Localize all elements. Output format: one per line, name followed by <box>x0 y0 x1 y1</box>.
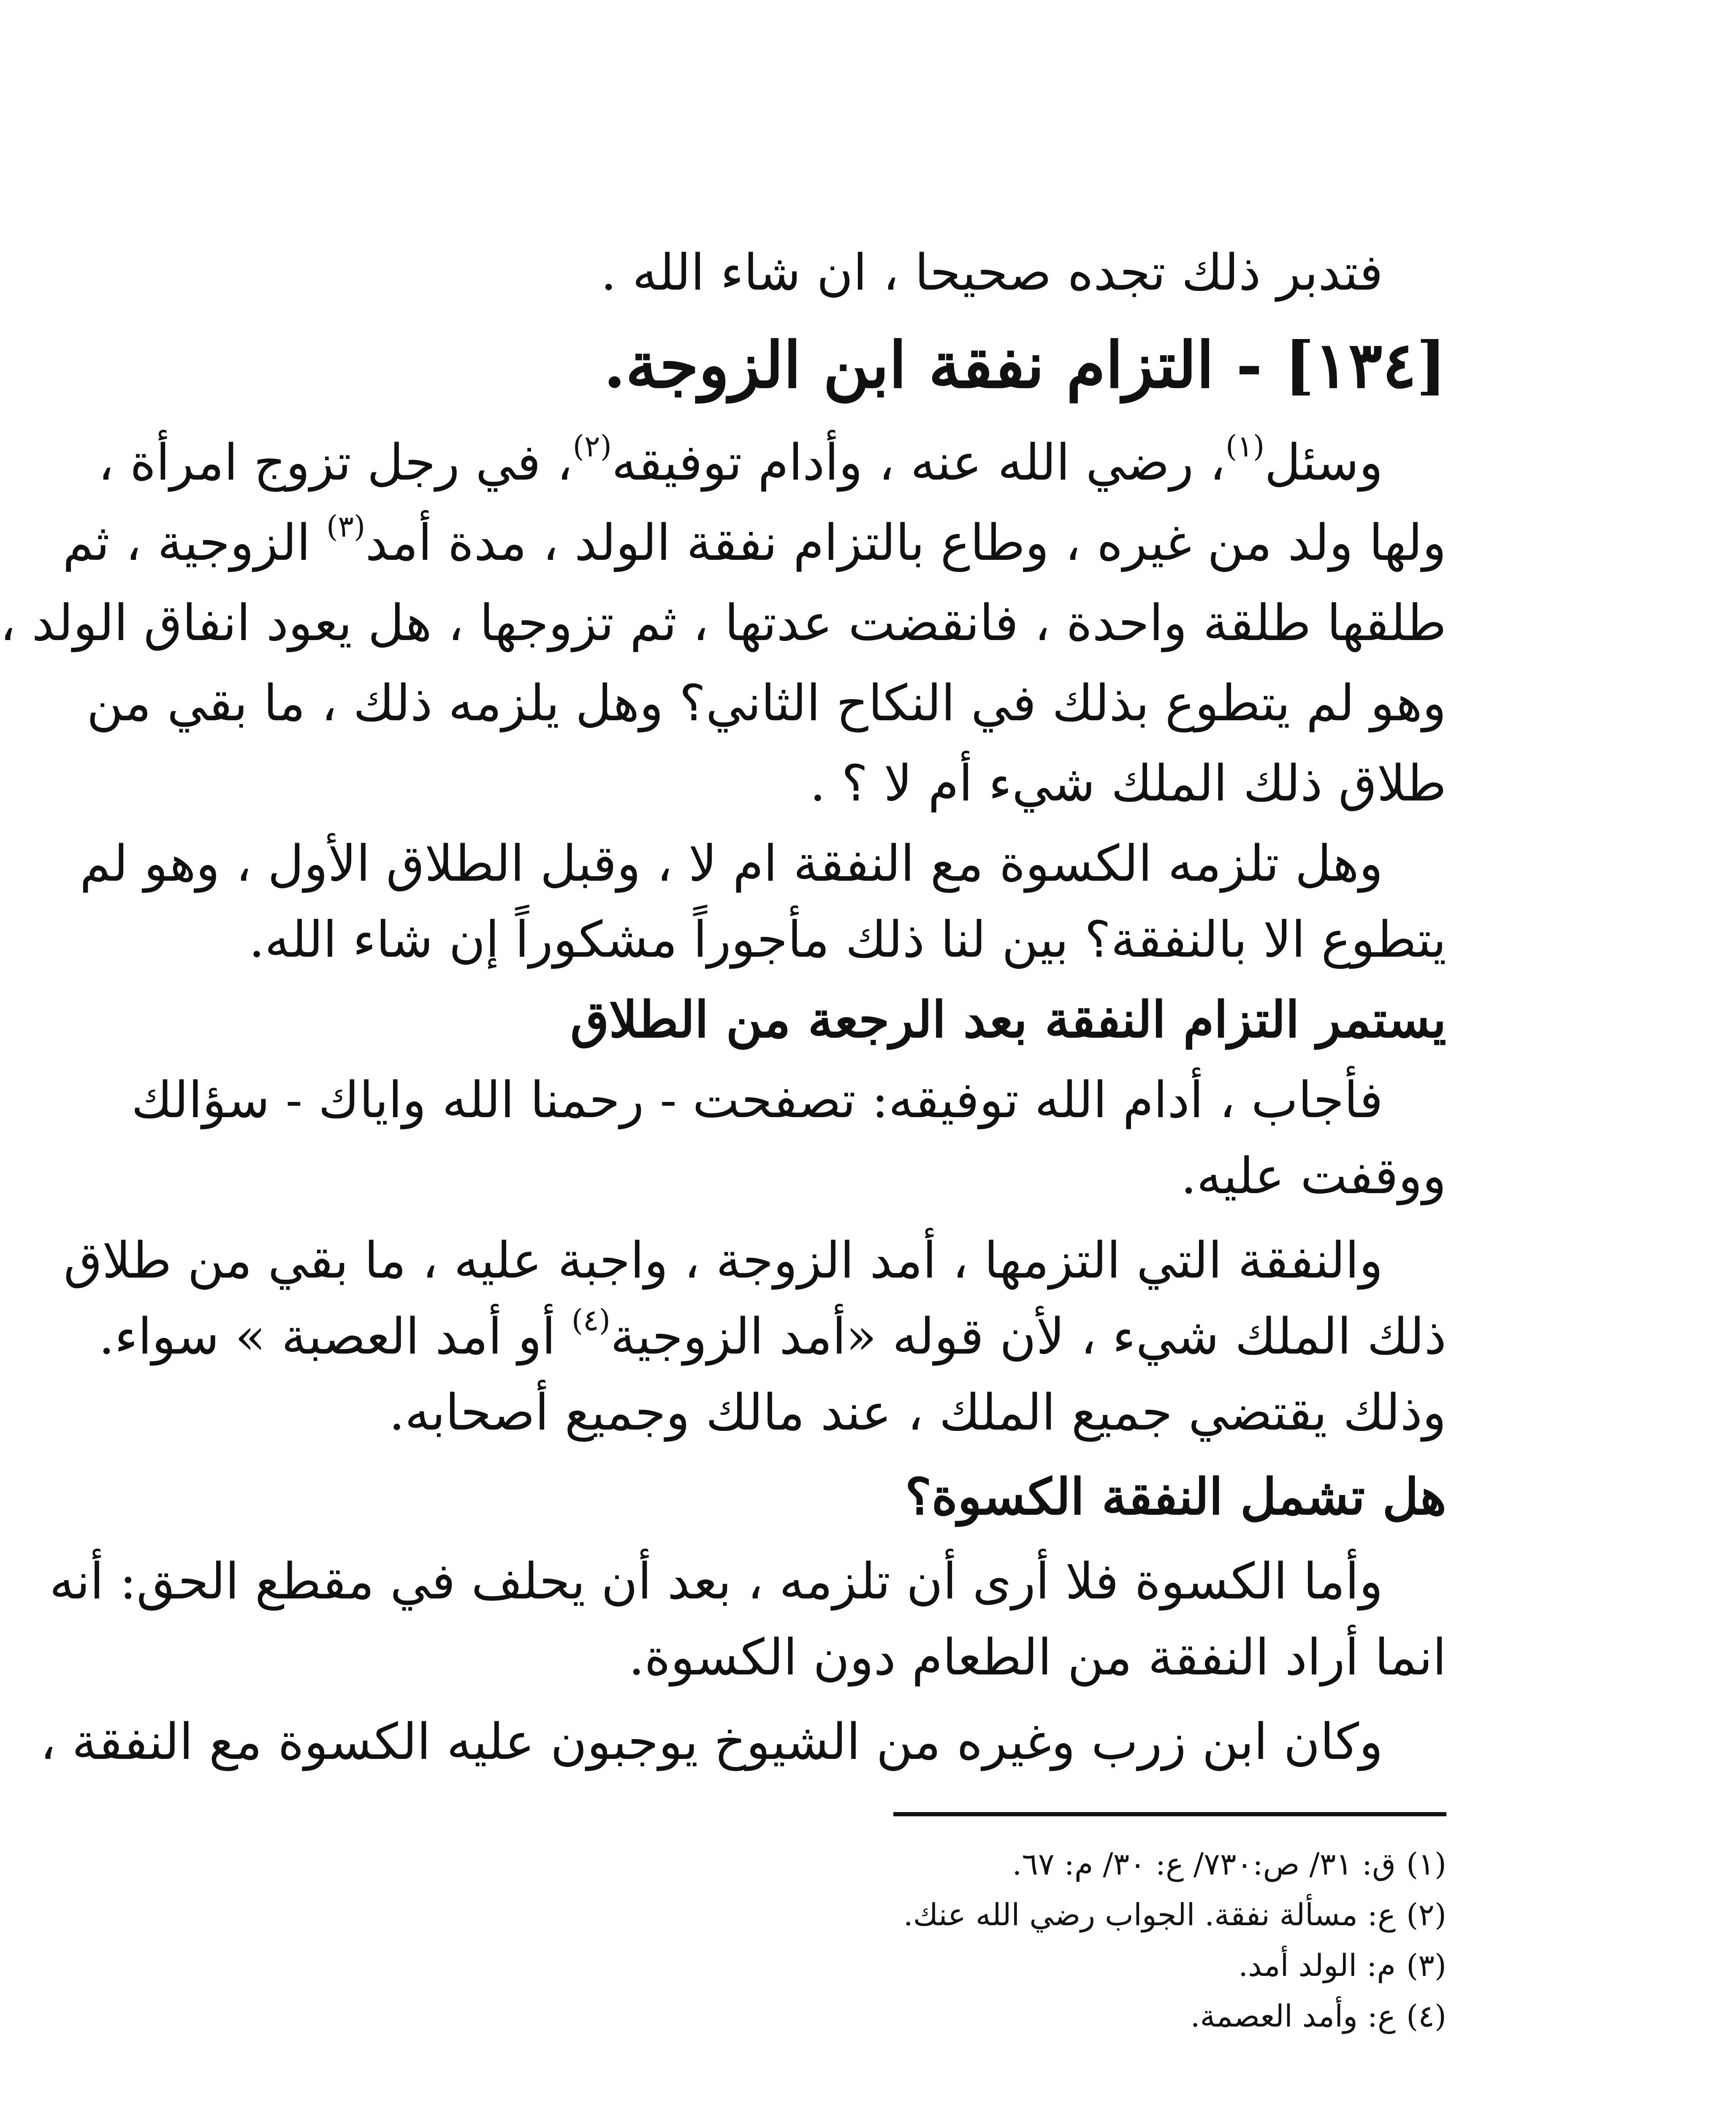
line-text: وهو لم يتطوع بذلك في النكاح الثاني؟ وهل يلزمه ذلك ، ما بقي من <box>87 674 1446 732</box>
footnote-ref: (١) <box>1225 429 1265 464</box>
footnote-text: ع: وأمد العصمة. <box>1190 1998 1396 2034</box>
text-line <box>63 1224 1446 1296</box>
sub-heading <box>302 1461 1446 1533</box>
line-text: وكان ابن زرب وغيره من الشيوخ يوجبون عليه الكسوة مع النفقة ، <box>40 1712 1383 1771</box>
footnote-ref: (٢) <box>572 429 612 464</box>
line-text: ، في رجل تزوج امرأة ، <box>98 433 573 491</box>
line-text: وأما الكسوة فلا أرى أن تلزمه ، بعد أن يحلف في مقطع الحق: أنه <box>49 1552 1383 1610</box>
section-heading <box>302 321 1446 410</box>
text-line <box>87 667 1446 739</box>
line-text: طلاق ذلك الملك شيء أم لا ؟ . <box>810 754 1446 812</box>
line-text: الزوجية ، ثم <box>62 513 311 572</box>
footnote-number: (٣) <box>1406 1948 1446 1983</box>
footnote-number: (١) <box>1406 1846 1446 1882</box>
line-text: ذلك الملك شيء ، لأن قوله «أمد الزوجية <box>610 1307 1446 1365</box>
footnote-text: ع: مسألة نفقة. الجواب رضي الله عنك. <box>903 1897 1396 1932</box>
footnote <box>602 1841 1446 1887</box>
text-line <box>302 1140 1446 1212</box>
text-line <box>302 1621 1446 1693</box>
footnote-number: (٢) <box>1406 1897 1446 1932</box>
text-line <box>79 828 1446 899</box>
text-line <box>249 904 1446 975</box>
line-text: ، رضي الله عنه ، وأدام توفيقه <box>611 433 1226 491</box>
text-line <box>40 1706 1446 1777</box>
footnote-text: ق: ٣١/ ص:٧٣٠/ ع: ٣٠/ م: ٦٧. <box>1012 1846 1396 1882</box>
line-text: وذلك يقتضي جميع الملك ، عند مالك وجميع أصحابه. <box>389 1383 1446 1441</box>
subheading-text: هل تشمل النفقة الكسوة؟ <box>905 1467 1446 1526</box>
footnote-divider <box>893 1812 1446 1816</box>
text-line <box>302 236 1446 308</box>
line-text: والنفقة التي التزمها ، أمد الزوجة ، واجبة عليه ، ما بقي من طلاق <box>63 1231 1383 1289</box>
line-text: فأجاب ، أدام الله توفيقه: تصفحت - رحمنا الله واياك - سؤالك <box>131 1071 1383 1129</box>
line-text: فتدبر ذلك تجده صحيحا ، ان شاء الله . <box>600 243 1383 301</box>
text-line <box>302 747 1446 819</box>
footnote <box>602 1891 1446 1938</box>
line-text: أو أمد العصبة » سواء. <box>98 1307 556 1365</box>
text-line <box>302 1376 1446 1448</box>
footnote-ref: (٣) <box>326 509 366 544</box>
sub-heading <box>302 984 1446 1056</box>
footnote-text: م: الولد أمد. <box>1238 1948 1396 1983</box>
footnote-number: (٤) <box>1406 1998 1446 2034</box>
footnote-ref: (٤) <box>571 1303 610 1338</box>
line-text: ولها ولد من غيره ، وطاع بالتزام نفقة الولد ، مدة أمد <box>365 513 1446 572</box>
text-line <box>62 507 1446 578</box>
text-line <box>98 1300 1446 1372</box>
line-text: وهل تلزمه الكسوة مع النفقة ام لا ، وقبل الطلاق الأول ، وهو لم <box>79 834 1383 893</box>
heading-text: [١٣٤] - التزام نفقة ابن الزوجة. <box>603 328 1446 402</box>
text-line <box>98 426 1446 498</box>
line-text: طلقها طلقة واحدة ، فانقضت عدتها ، ثم تزوجها ، هل يعود انفاق الولد ، <box>0 594 1446 652</box>
subheading-text: يستمر التزام النفقة بعد الرجعة من الطلاق <box>570 990 1446 1049</box>
line-text: يتطوع الا بالنفقة؟ بين لنا ذلك مأجوراً مشكوراً إن شاء الله. <box>249 910 1446 969</box>
footnote <box>602 1942 1446 1989</box>
text-line <box>0 587 1446 659</box>
line-text: ووقفت عليه. <box>1180 1147 1446 1205</box>
line-text: انما أراد النفقة من الطعام دون الكسوة. <box>628 1628 1446 1686</box>
text-line <box>131 1064 1446 1136</box>
text-line <box>49 1545 1446 1617</box>
line-text: وسئل <box>1264 433 1383 491</box>
footnote <box>602 1993 1446 2039</box>
